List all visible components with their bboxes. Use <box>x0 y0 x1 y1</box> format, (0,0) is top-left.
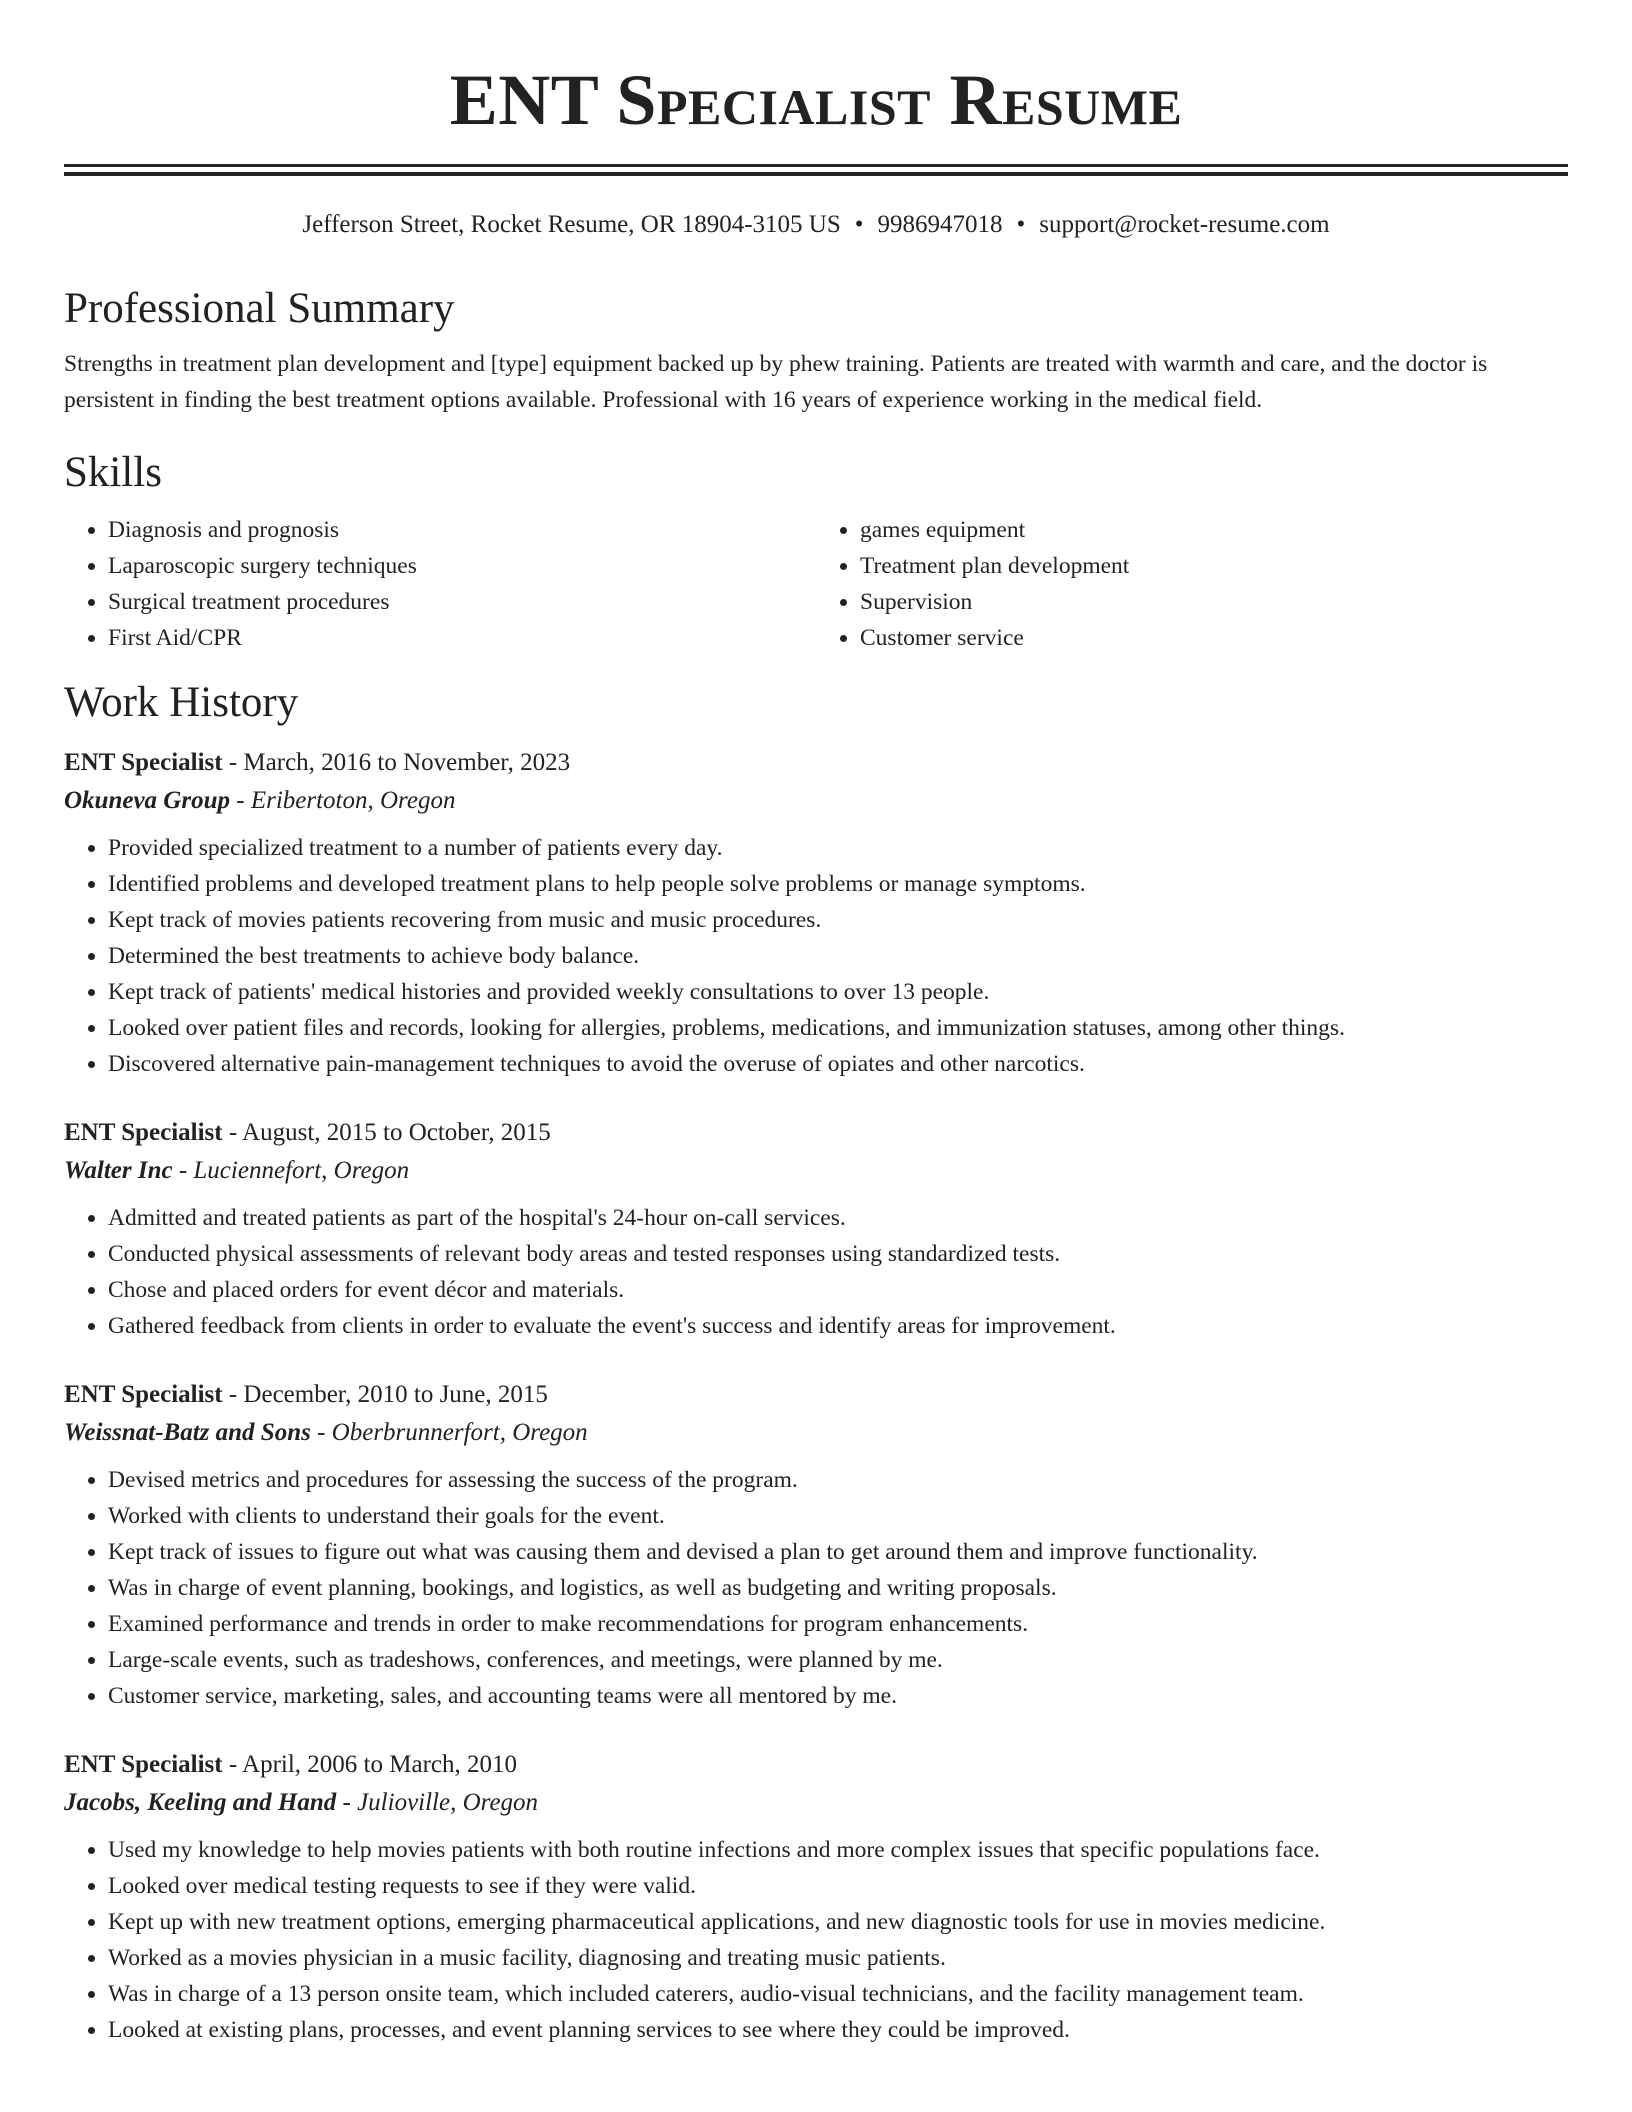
skill-item: • First Aid/CPR <box>108 620 816 656</box>
contact-address: Jefferson Street, Rocket Resume, OR 18904-3105 US <box>302 211 841 238</box>
job-dates: - March, 2016 to November, 2023 <box>222 749 571 776</box>
job-company-line <box>64 1414 1568 1452</box>
job-duties <box>64 1200 1568 1344</box>
skills-column-right <box>816 512 1568 656</box>
job-location: - Eribertoton, Oregon <box>230 787 456 814</box>
skill-item: • Customer service <box>860 620 1568 656</box>
job-duty: • Admitted and treated patients as part of the hospital's 24-hour on-call services. <box>108 1200 1568 1236</box>
resume-title: ENT Specialist Resume <box>449 60 1183 140</box>
job-duty: • Customer service, marketing, sales, and accounting teams were all mentored by me. <box>108 1678 1568 1714</box>
skill-item: • Diagnosis and prognosis <box>108 512 816 548</box>
job-duty: • Looked at existing plans, processes, and event planning services to see where they could be improved. <box>108 2012 1568 2048</box>
summary-text: Strengths in treatment plan development and [type] equipment backed up by phew training. Patients are treated with warmth and care, and the doctor is persistent in finding the best treatment options available. Professional with 16 years of experience working in the medical field. <box>64 351 1488 413</box>
job-duty: • Conducted physical assessments of relevant body areas and tested responses using standardized tests. <box>108 1236 1568 1272</box>
job-duty: • Kept up with new treatment options, emerging pharmaceutical applications, and new diagnostic tools for use in movies medicine. <box>108 1904 1568 1940</box>
job-entry <box>64 744 1568 1082</box>
job-header <box>64 1114 1568 1152</box>
job-header <box>64 1376 1568 1414</box>
job-company: Walter Inc <box>64 1157 173 1184</box>
job-company-line <box>64 782 1568 820</box>
contact-separator: • <box>854 211 864 238</box>
job-role: ENT Specialist <box>64 1751 223 1778</box>
job-company: Weissnat-Batz and Sons <box>64 1419 311 1446</box>
job-company: Okuneva Group <box>64 787 230 814</box>
job-role: ENT Specialist <box>64 749 223 776</box>
job-role: ENT Specialist <box>64 1119 223 1146</box>
job-duty: • Worked with clients to understand their goals for the event. <box>108 1498 1568 1534</box>
job-entry <box>64 1114 1568 1344</box>
skill-item: • Surgical treatment procedures <box>108 584 816 620</box>
skill-item: • Laparoscopic surgery techniques <box>108 548 816 584</box>
job-duty: • Looked over medical testing requests to see if they were valid. <box>108 1868 1568 1904</box>
job-duties <box>64 1832 1568 2048</box>
job-duty: • Kept track of movies patients recovering from music and music procedures. <box>108 902 1568 938</box>
job-role: ENT Specialist <box>64 1381 223 1408</box>
job-duty: • Looked over patient files and records, looking for allergies, problems, medications, and immunization statuses, among other things. <box>108 1010 1568 1046</box>
job-duty: • Examined performance and trends in order to make recommendations for program enhancements. <box>108 1606 1568 1642</box>
work-history-heading: Work History <box>64 679 299 726</box>
job-duty: • Large-scale events, such as tradeshows, conferences, and meetings, were planned by me. <box>108 1642 1568 1678</box>
job-duty: • Was in charge of a 13 person onsite team, which included caterers, audio-visual technicians, and the facility management team. <box>108 1976 1568 2012</box>
contact-separator: • <box>1016 211 1026 238</box>
job-duty: • Used my knowledge to help movies patients with both routine infections and more complex issues that specific populations face. <box>108 1832 1568 1868</box>
contact-email[interactable]: support@rocket-resume.com <box>1039 211 1330 238</box>
job-location: - Julioville, Oregon <box>336 1789 539 1816</box>
skills-list <box>64 512 1568 656</box>
job-dates: - April, 2006 to March, 2010 <box>222 1751 518 1778</box>
contact-line <box>64 210 1568 240</box>
job-header <box>64 1746 1568 1784</box>
job-duty: • Discovered alternative pain-management techniques to avoid the overuse of opiates and other narcotics. <box>108 1046 1568 1082</box>
job-duties <box>64 830 1568 1082</box>
job-duty: • Identified problems and developed treatment plans to help people solve problems or manage symptoms. <box>108 866 1568 902</box>
skill-item: • Treatment plan development <box>860 548 1568 584</box>
job-dates: - August, 2015 to October, 2015 <box>222 1119 551 1146</box>
job-location: - Luciennefort, Oregon <box>172 1157 410 1184</box>
job-company: Jacobs, Keeling and Hand <box>64 1789 337 1816</box>
job-header <box>64 744 1568 782</box>
job-duty: • Worked as a movies physician in a music facility, diagnosing and treating music patients. <box>108 1940 1568 1976</box>
job-duty: • Chose and placed orders for event décor and materials. <box>108 1272 1568 1308</box>
job-location: - Oberbrunnerfort, Oregon <box>310 1419 588 1446</box>
skills-heading: Skills <box>64 449 162 496</box>
job-duty: • Gathered feedback from clients in order to evaluate the event's success and identify areas for improvement. <box>108 1308 1568 1344</box>
job-duties <box>64 1462 1568 1714</box>
summary-heading: Professional Summary <box>64 285 455 332</box>
job-duty: • Devised metrics and procedures for assessing the success of the program. <box>108 1462 1568 1498</box>
skill-item: • games equipment <box>860 512 1568 548</box>
job-company-line <box>64 1784 1568 1822</box>
job-entry <box>64 1376 1568 1714</box>
job-entry <box>64 1746 1568 2048</box>
skills-column-left <box>64 512 816 656</box>
job-duty: • Provided specialized treatment to a number of patients every day. <box>108 830 1568 866</box>
contact-phone: 9986947018 <box>877 211 1003 238</box>
job-duty: • Kept track of patients' medical histories and provided weekly consultations to over 13 people. <box>108 974 1568 1010</box>
job-duty: • Was in charge of event planning, bookings, and logistics, as well as budgeting and writing proposals. <box>108 1570 1568 1606</box>
job-duty: • Kept track of issues to figure out what was causing them and devised a plan to get around them and improve functionality. <box>108 1534 1568 1570</box>
job-company-line <box>64 1152 1568 1190</box>
skill-item: • Supervision <box>860 584 1568 620</box>
title-divider <box>64 164 1568 176</box>
job-dates: - December, 2010 to June, 2015 <box>222 1381 548 1408</box>
job-duty: • Determined the best treatments to achieve body balance. <box>108 938 1568 974</box>
